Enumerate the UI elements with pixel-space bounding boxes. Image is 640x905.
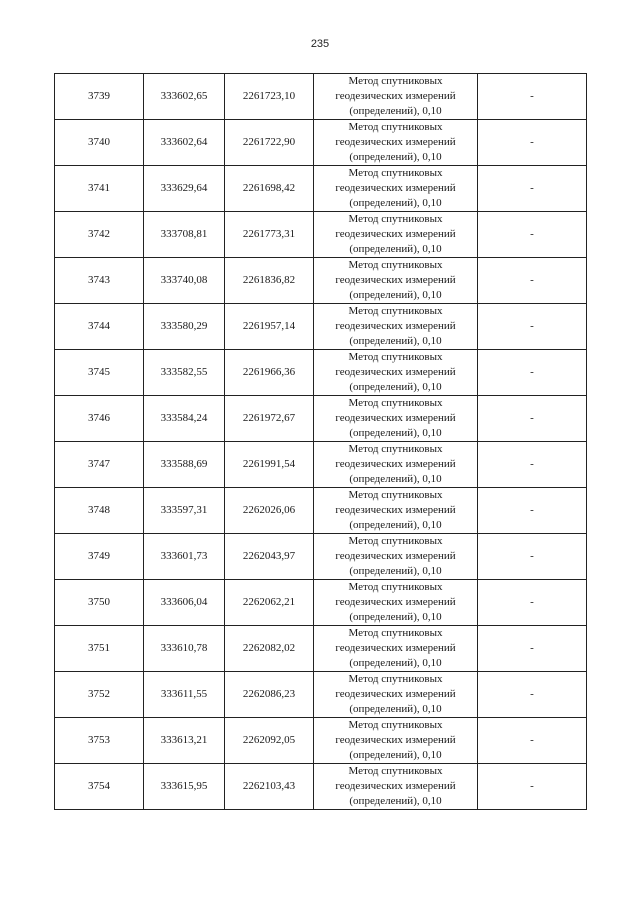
method-line: (определений), 0,10 (349, 657, 442, 669)
method-line: (определений), 0,10 (349, 795, 442, 807)
method-line: Метод спутниковых (348, 397, 443, 409)
table-row (55, 442, 587, 488)
point-number-cell: 3744 (55, 304, 144, 350)
y-coordinate-cell: 2261698,42 (225, 166, 314, 212)
point-number-cell: 3754 (55, 764, 144, 810)
method-line: (определений), 0,10 (349, 381, 442, 393)
method-line: Метод спутниковых (348, 673, 443, 685)
point-number-cell: 3740 (55, 120, 144, 166)
table-row (55, 166, 587, 212)
y-coordinate-cell: 2261723,10 (225, 74, 314, 120)
note-cell: - (478, 212, 587, 258)
x-coordinate-cell: 333580,29 (144, 304, 225, 350)
y-coordinate-cell: 2262092,05 (225, 718, 314, 764)
note-cell: - (478, 350, 587, 396)
point-number-cell: 3753 (55, 718, 144, 764)
table-row (55, 488, 587, 534)
method-cell (314, 764, 478, 810)
method-line: (определений), 0,10 (349, 197, 442, 209)
method-cell (314, 718, 478, 764)
method-line: геодезических измерений (335, 90, 456, 102)
method-line: геодезических измерений (335, 596, 456, 608)
method-line: геодезических измерений (335, 274, 456, 286)
page-number: 235 (310, 38, 330, 50)
y-coordinate-cell: 2261972,67 (225, 396, 314, 442)
y-coordinate-cell: 2262086,23 (225, 672, 314, 718)
method-cell (314, 580, 478, 626)
table-row (55, 580, 587, 626)
x-coordinate-cell: 333601,73 (144, 534, 225, 580)
method-line: Метод спутниковых (348, 443, 443, 455)
note-cell: - (478, 764, 587, 810)
method-line: Метод спутниковых (348, 765, 443, 777)
y-coordinate-cell: 2261966,36 (225, 350, 314, 396)
note-cell: - (478, 166, 587, 212)
table-row (55, 672, 587, 718)
method-line: (определений), 0,10 (349, 611, 442, 623)
method-line: Метод спутниковых (348, 627, 443, 639)
method-cell (314, 396, 478, 442)
method-line: геодезических измерений (335, 734, 456, 746)
coordinates-table (54, 73, 587, 810)
x-coordinate-cell: 333629,64 (144, 166, 225, 212)
method-line: геодезических измерений (335, 412, 456, 424)
method-cell (314, 488, 478, 534)
y-coordinate-cell: 2261773,31 (225, 212, 314, 258)
note-cell: - (478, 304, 587, 350)
method-line: (определений), 0,10 (349, 749, 442, 761)
x-coordinate-cell: 333610,78 (144, 626, 225, 672)
y-coordinate-cell: 2262062,21 (225, 580, 314, 626)
point-number-cell: 3741 (55, 166, 144, 212)
x-coordinate-cell: 333582,55 (144, 350, 225, 396)
x-coordinate-cell: 333615,95 (144, 764, 225, 810)
point-number-cell: 3747 (55, 442, 144, 488)
method-line: геодезических измерений (335, 182, 456, 194)
method-line: геодезических измерений (335, 458, 456, 470)
note-cell: - (478, 672, 587, 718)
method-cell (314, 626, 478, 672)
table-row (55, 350, 587, 396)
method-line: (определений), 0,10 (349, 151, 442, 163)
x-coordinate-cell: 333602,64 (144, 120, 225, 166)
method-line: геодезических измерений (335, 228, 456, 240)
note-cell: - (478, 718, 587, 764)
method-line: геодезических измерений (335, 642, 456, 654)
method-cell (314, 74, 478, 120)
method-line: геодезических измерений (335, 366, 456, 378)
table-row (55, 718, 587, 764)
method-line: (определений), 0,10 (349, 473, 442, 485)
note-cell: - (478, 120, 587, 166)
method-line: Метод спутниковых (348, 75, 443, 87)
x-coordinate-cell: 333740,08 (144, 258, 225, 304)
point-number-cell: 3748 (55, 488, 144, 534)
method-line: Метод спутниковых (348, 121, 443, 133)
point-number-cell: 3739 (55, 74, 144, 120)
y-coordinate-cell: 2262103,43 (225, 764, 314, 810)
method-line: Метод спутниковых (348, 351, 443, 363)
y-coordinate-cell: 2261836,82 (225, 258, 314, 304)
method-line: (определений), 0,10 (349, 565, 442, 577)
method-line: Метод спутниковых (348, 213, 443, 225)
table-row (55, 534, 587, 580)
table-row (55, 764, 587, 810)
method-line: (определений), 0,10 (349, 519, 442, 531)
method-line: геодезических измерений (335, 136, 456, 148)
method-cell (314, 534, 478, 580)
method-cell (314, 166, 478, 212)
table-row (55, 74, 587, 120)
point-number-cell: 3743 (55, 258, 144, 304)
y-coordinate-cell: 2261722,90 (225, 120, 314, 166)
method-cell (314, 212, 478, 258)
method-line: Метод спутниковых (348, 167, 443, 179)
method-line: геодезических измерений (335, 780, 456, 792)
note-cell: - (478, 626, 587, 672)
method-line: Метод спутниковых (348, 489, 443, 501)
method-line: (определений), 0,10 (349, 243, 442, 255)
note-cell: - (478, 534, 587, 580)
table-row (55, 626, 587, 672)
y-coordinate-cell: 2262043,97 (225, 534, 314, 580)
method-cell (314, 672, 478, 718)
method-line: геодезических измерений (335, 504, 456, 516)
method-cell (314, 350, 478, 396)
x-coordinate-cell: 333602,65 (144, 74, 225, 120)
method-line: (определений), 0,10 (349, 703, 442, 715)
point-number-cell: 3750 (55, 580, 144, 626)
method-line: Метод спутниковых (348, 535, 443, 547)
point-number-cell: 3752 (55, 672, 144, 718)
point-number-cell: 3745 (55, 350, 144, 396)
point-number-cell: 3746 (55, 396, 144, 442)
x-coordinate-cell: 333708,81 (144, 212, 225, 258)
y-coordinate-cell: 2262026,06 (225, 488, 314, 534)
y-coordinate-cell: 2262082,02 (225, 626, 314, 672)
x-coordinate-cell: 333611,55 (144, 672, 225, 718)
table-row (55, 212, 587, 258)
point-number-cell: 3742 (55, 212, 144, 258)
method-line: Метод спутниковых (348, 719, 443, 731)
point-number-cell: 3749 (55, 534, 144, 580)
method-line: Метод спутниковых (348, 259, 443, 271)
x-coordinate-cell: 333588,69 (144, 442, 225, 488)
x-coordinate-cell: 333597,31 (144, 488, 225, 534)
method-cell (314, 442, 478, 488)
method-line: (определений), 0,10 (349, 105, 442, 117)
method-line: геодезических измерений (335, 688, 456, 700)
note-cell: - (478, 258, 587, 304)
note-cell: - (478, 580, 587, 626)
x-coordinate-cell: 333584,24 (144, 396, 225, 442)
y-coordinate-cell: 2261991,54 (225, 442, 314, 488)
note-cell: - (478, 488, 587, 534)
table-row (55, 396, 587, 442)
method-line: геодезических измерений (335, 320, 456, 332)
method-line: (определений), 0,10 (349, 427, 442, 439)
table-row (55, 258, 587, 304)
method-cell (314, 304, 478, 350)
method-line: (определений), 0,10 (349, 335, 442, 347)
method-line: Метод спутниковых (348, 305, 443, 317)
y-coordinate-cell: 2261957,14 (225, 304, 314, 350)
method-cell (314, 120, 478, 166)
coordinates-table-body (55, 74, 587, 810)
method-line: (определений), 0,10 (349, 289, 442, 301)
method-line: Метод спутниковых (348, 581, 443, 593)
point-number-cell: 3751 (55, 626, 144, 672)
x-coordinate-cell: 333606,04 (144, 580, 225, 626)
note-cell: - (478, 396, 587, 442)
table-row (55, 304, 587, 350)
note-cell: - (478, 442, 587, 488)
table-row (55, 120, 587, 166)
note-cell: - (478, 74, 587, 120)
method-line: геодезических измерений (335, 550, 456, 562)
x-coordinate-cell: 333613,21 (144, 718, 225, 764)
method-cell (314, 258, 478, 304)
